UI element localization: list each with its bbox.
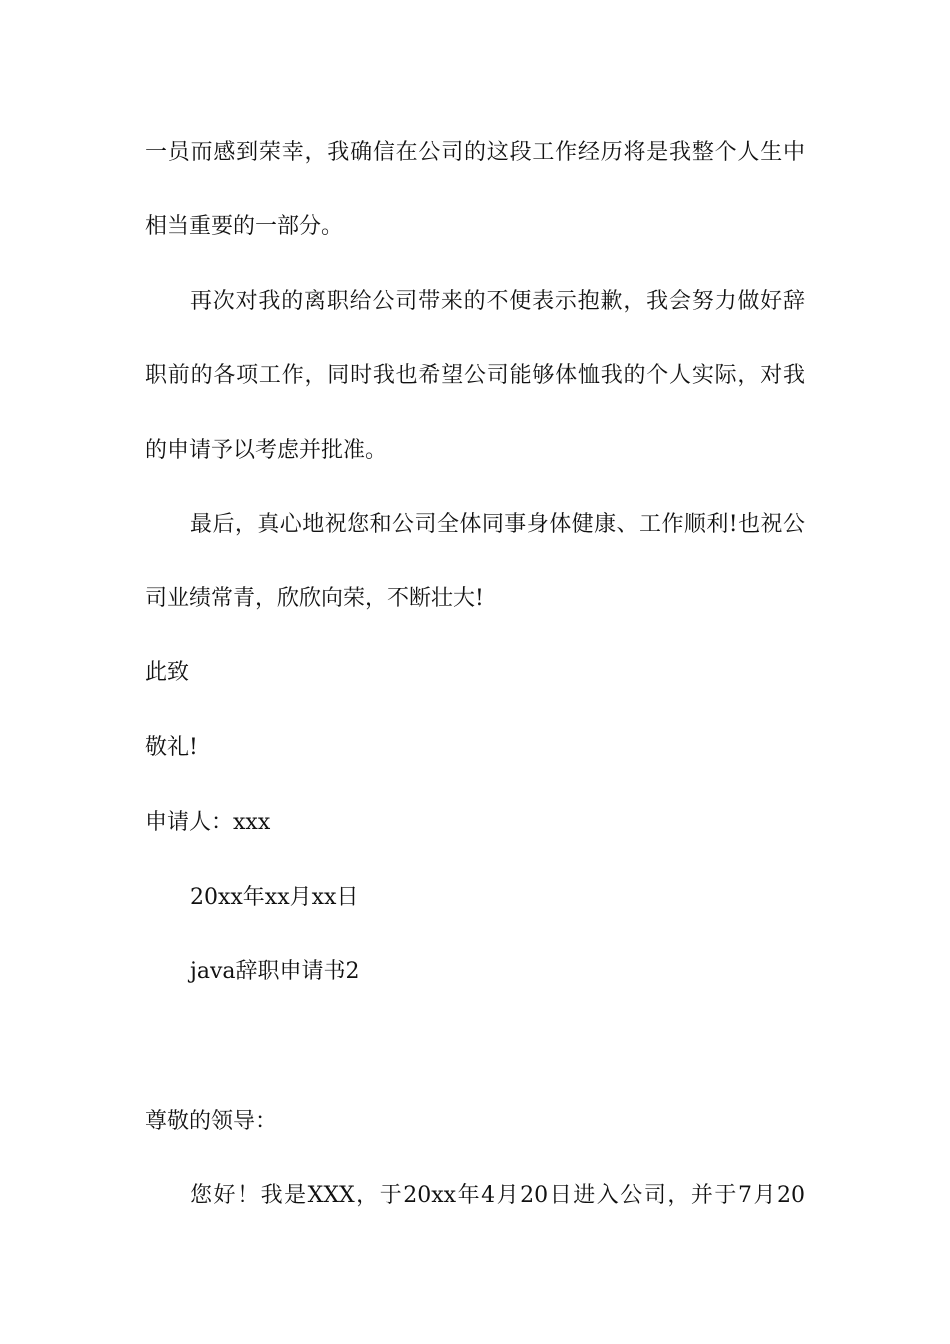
- body-line-1: 一员而感到荣幸，我确信在公司的这段工作经历将是我整个人生中: [145, 140, 805, 165]
- body-line-7: 司业绩常青，欣欣向荣，不断壮大!: [145, 586, 484, 611]
- body-line-3: 再次对我的离职给公司带来的不便表示抱歉，我会努力做好辞: [190, 289, 805, 314]
- body-line-5: 的申请予以考虑并批准。: [145, 438, 388, 463]
- closing-salutation: 此致: [145, 660, 190, 685]
- body-line-6: 最后，真心地祝您和公司全体同事身体健康、工作顺利!也祝公: [190, 512, 805, 537]
- applicant-line: 申请人：xxx: [145, 810, 271, 835]
- body-line-2: 相当重要的一部分。: [145, 214, 344, 239]
- body-line-8: 您好！我是XXX，于20xx年4月20日进入公司，并于7月20: [190, 1183, 805, 1208]
- section-heading: java辞职申请书2: [190, 959, 360, 984]
- date-line: 20xx年xx月xx日: [190, 885, 359, 910]
- greeting-line: 尊敬的领导：: [145, 1109, 278, 1134]
- body-line-4: 职前的各项工作，同时我也希望公司能够体恤我的个人实际，对我: [145, 363, 805, 388]
- closing-regards: 敬礼!: [145, 735, 198, 760]
